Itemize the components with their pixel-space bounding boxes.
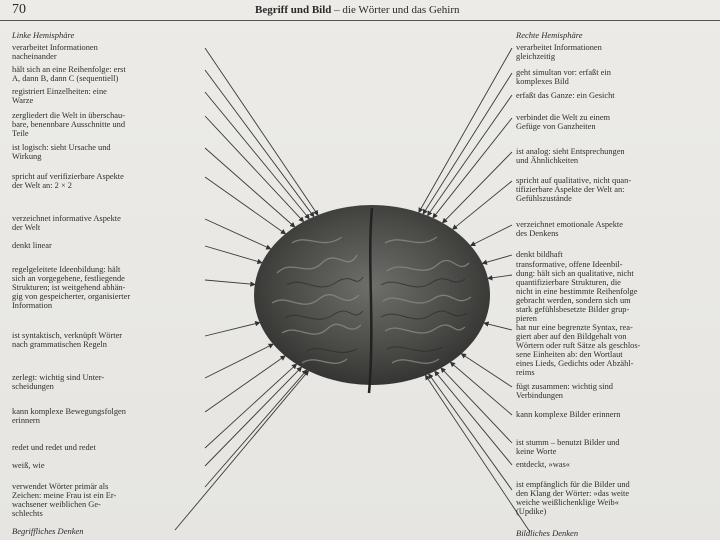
- left-item: redet und redet und redet: [12, 443, 96, 452]
- left-item: hält sich an eine Reihenfolge: erst A, dann B, dann C (sequentiell): [12, 65, 126, 83]
- left-item: ist logisch: sieht Ursache und Wirkung: [12, 143, 111, 161]
- right-item: verbindet die Welt zu einem Gefüge von Ganzheiten: [516, 113, 611, 131]
- leader-line-right: [419, 48, 512, 212]
- leader-line-right: [428, 95, 512, 216]
- right-item: ist stumm – benutzt Bilder und keine Worte: [516, 438, 620, 456]
- left-item: ist syntaktisch, verknüpft Wörter nach grammatischen Regeln: [12, 331, 123, 349]
- right-item: transformative, offene Ideenbil- dung: hält sich an qualitative, nicht quantifizierbare Strukturen, die nicht in eine bestimmte Reihenfolge gebracht werden, sondern sich um stark gefühlsbesetzte Bilder grup- pieren: [516, 260, 638, 323]
- brain-illustration: [247, 203, 497, 398]
- right-column-footer: Bildliches Denken: [516, 528, 579, 538]
- running-head-rest: – die Wörter und das Gehirn: [331, 4, 460, 16]
- right-item: kann komplexe Bilder erinnern: [516, 410, 621, 419]
- left-item: spricht auf verifizierbare Aspekte der Welt an: 2 × 2: [12, 172, 124, 190]
- right-item: fügt zusammen: wichtig sind Verbindungen: [516, 382, 613, 400]
- right-item: erfaßt das Ganze: ein Gesicht: [516, 91, 615, 100]
- left-column-footer: Begriffliches Denken: [12, 526, 84, 536]
- left-item: kann komplexe Bewegungsfolgen erinnern: [12, 407, 126, 425]
- left-item: zerlegt: wichtig sind Unter- scheidungen: [12, 373, 105, 391]
- leader-line-right: [423, 73, 512, 214]
- right-item: denkt bildhaft: [516, 250, 563, 259]
- leader-line-left: [205, 70, 314, 217]
- page-number: 70: [12, 2, 26, 17]
- right-column-title: Rechte Hemisphäre: [516, 30, 583, 40]
- running-head-bold: Begriff und Bild: [255, 4, 332, 16]
- left-item: registriert Einzelheiten: eine Warze: [12, 87, 107, 105]
- left-column-title: Linke Hemisphäre: [12, 30, 75, 40]
- right-item: ist analog: sieht Entsprechungen und Ähnlichkeiten: [516, 147, 625, 165]
- right-item: verarbeitet Informationen gleichzeitig: [516, 43, 602, 61]
- right-item: verzeichnet emotionale Aspekte des Denkens: [516, 220, 623, 238]
- leader-line-right-footer: [425, 375, 530, 532]
- left-item: denkt linear: [12, 241, 52, 250]
- leader-line-left: [205, 48, 318, 215]
- leader-line-left: [205, 92, 309, 219]
- left-item: weiß, wie: [12, 461, 45, 470]
- left-item: regelgeleitete Ideenbildung: hält sich an vorgegebene, festliegende Strukturen; ist weitgehend abhän- gig von gespeicherter, organisierter Information: [12, 265, 131, 310]
- left-item: verwendet Wörter primär als Zeichen: meine Frau ist ein Er- wachsener weiblichen Ge- schlechts: [12, 482, 117, 518]
- right-item: ist empfänglich für die Bilder und den Klang der Wörter: »das weite weiche weißlichenklige Weib« (Updike): [516, 480, 630, 516]
- right-item: entdeckt, »was«: [516, 460, 570, 469]
- right-item: spricht auf qualitative, nicht quan- tifizierbare Aspekte der Welt an: Gefühlszustände: [516, 176, 632, 203]
- left-item: verarbeitet Informationen nacheinander: [12, 43, 98, 61]
- left-item: verzeichnet informative Aspekte der Welt: [12, 214, 121, 232]
- right-item: geht simultan vor: erfaßt ein komplexes Bild: [516, 68, 611, 86]
- left-item: zergliedert die Welt in überschau- bare, benennbare Ausschnitte und Teile: [12, 111, 126, 138]
- right-item: hat nur eine begrenzte Syntax, rea- giert aber auf den Bildgehalt von Wörtern oder ruft Sätze als geschlos- sene Einheiten ab: den Wortlaut eines Lieds, Gedichts oder Abzähl- reims: [516, 323, 641, 377]
